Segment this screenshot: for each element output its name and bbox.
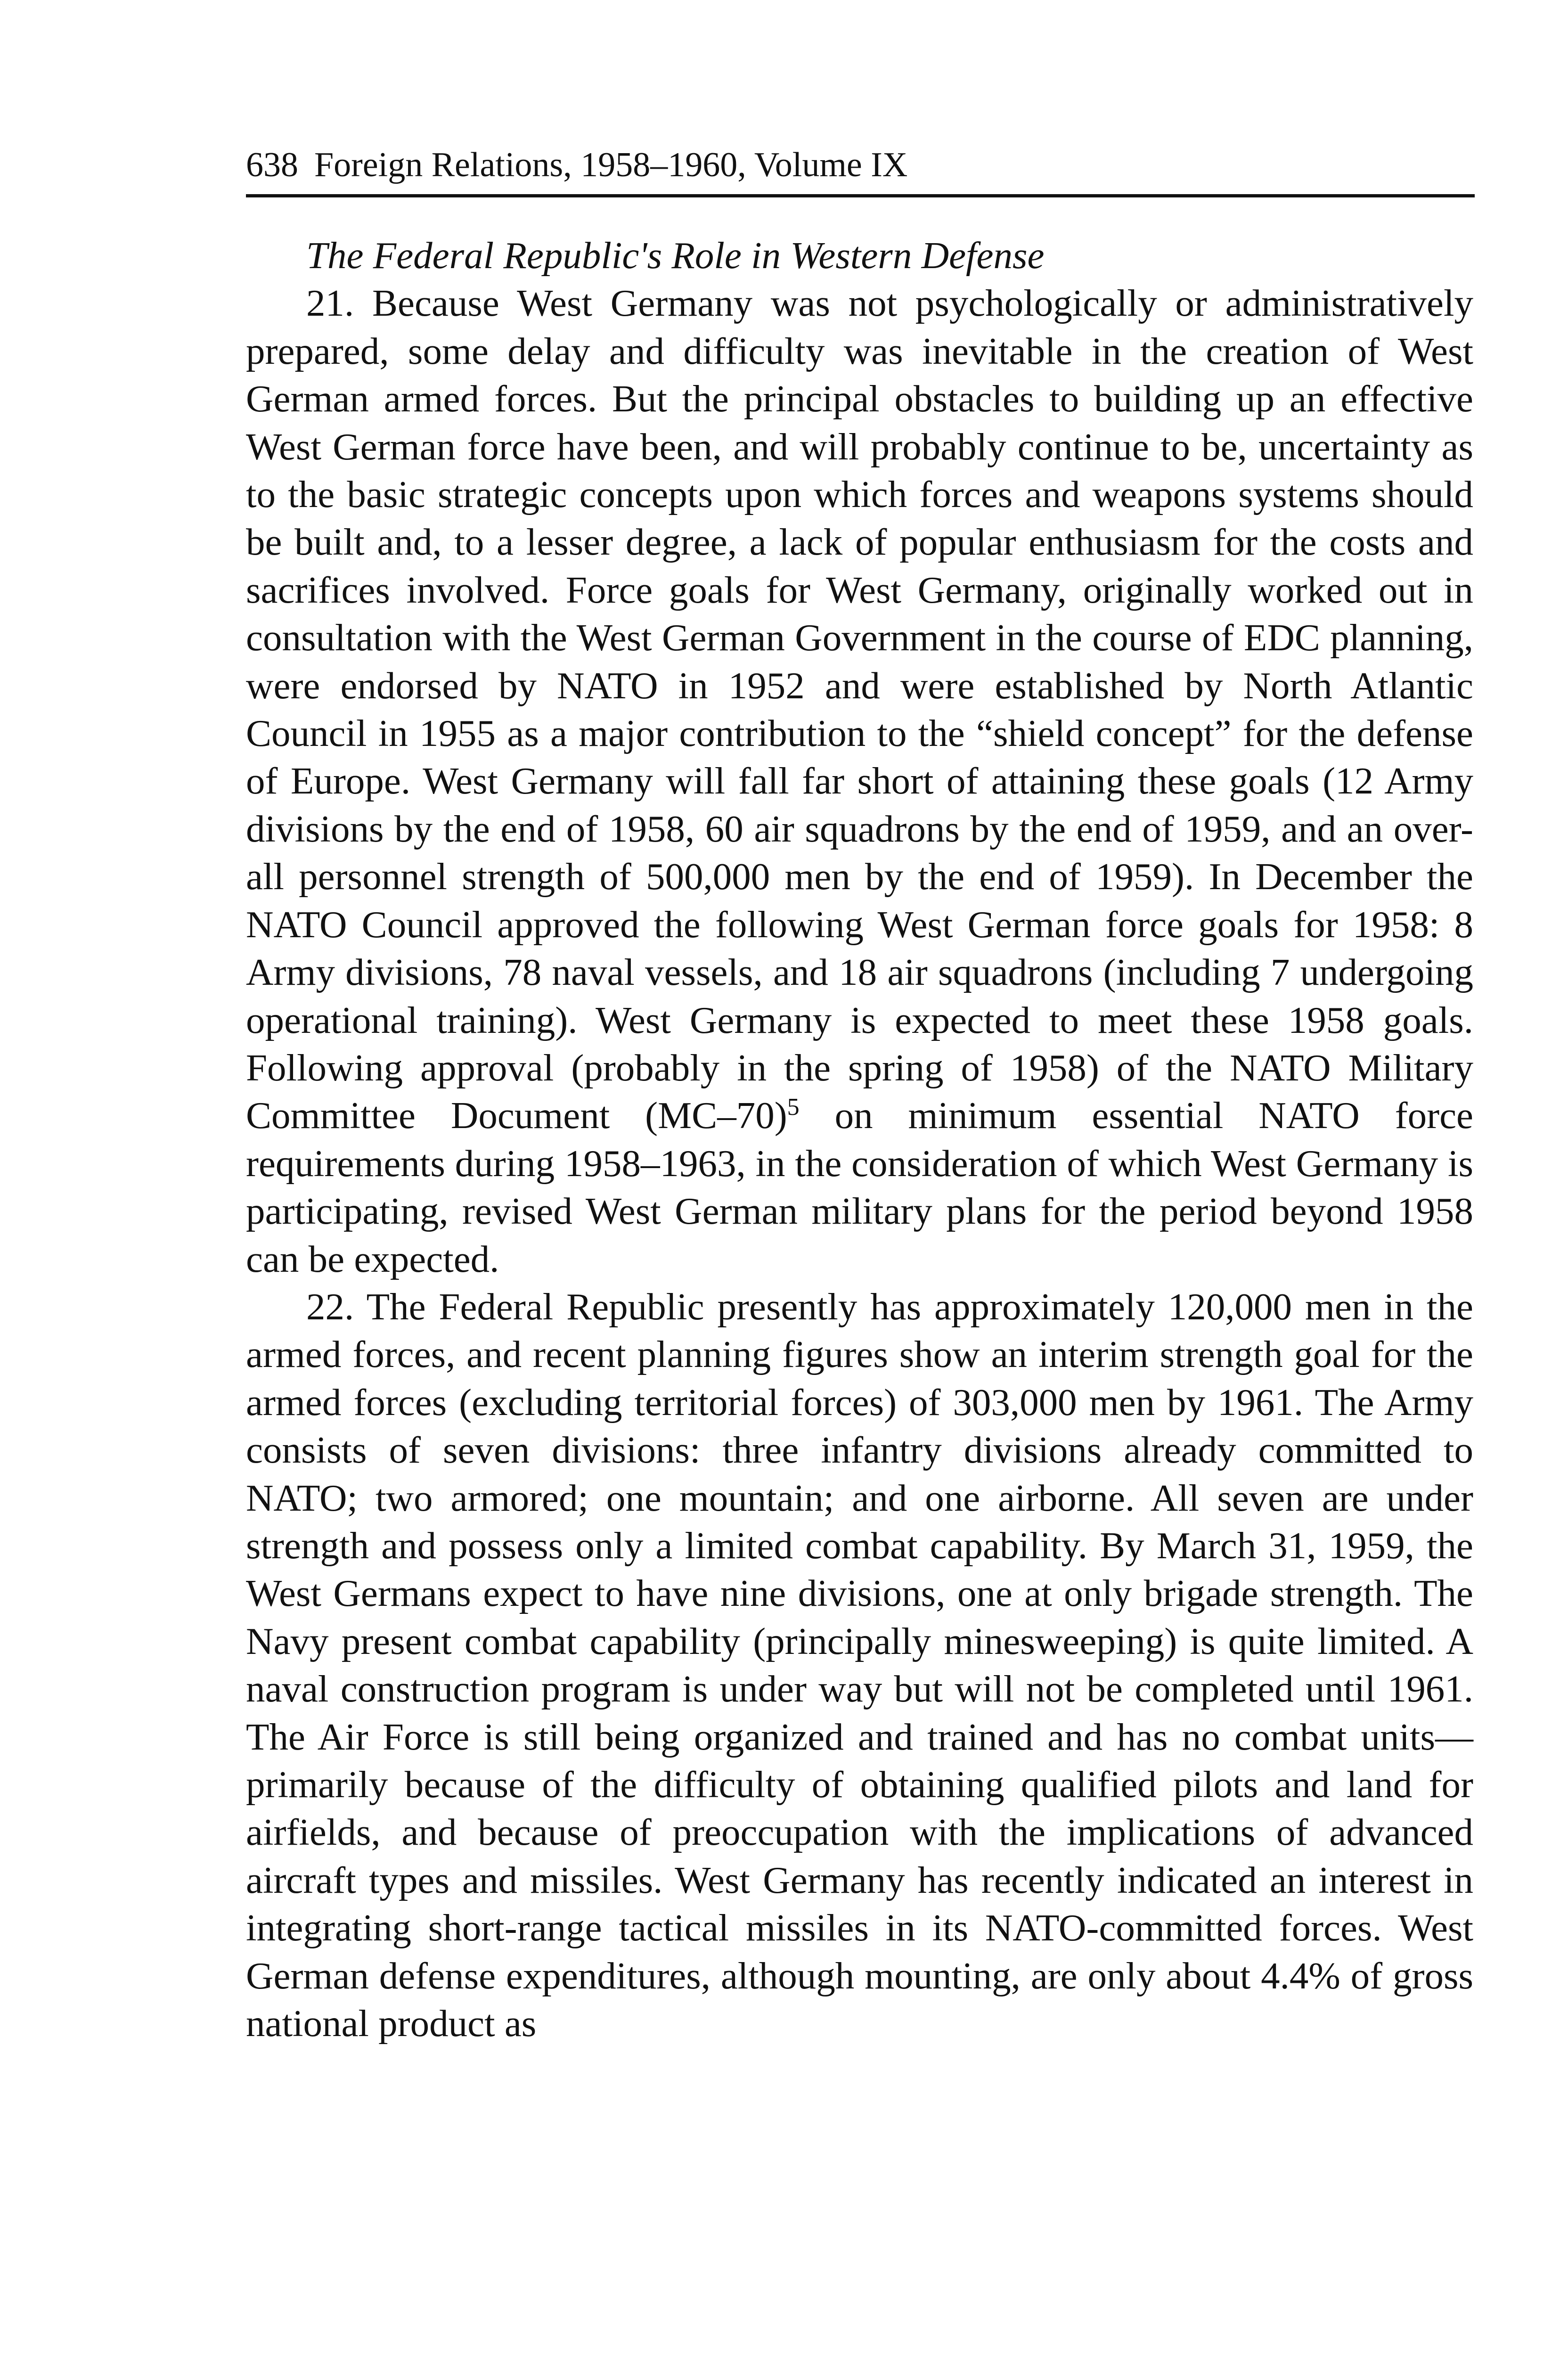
paragraph-22: 22. The Federal Republic presently has approximately 120,000 men in the armed forces, and recent planning figures show an interim strength goal for the armed forces (excluding territorial forces) of 303,000 men by 1961. The Army consists of seven divisions: three infantry divisions already committed to NATO; two armored; one mountain; and one airborne. All seven are under strength and possess only a limited combat capability. By March 31, 1959, the West Germans expect to have nine divisions, one at only brigade strength. The Navy present combat capability (principally minesweeping) is quite limited. A naval construction program is under way but will not be completed until 1961. The Air Force is still being organized and trained and has no combat units—primarily because of the difficulty of obtaining qualified pilots and land for airfields, and because of preoccupation with the implications of advanced aircraft types and missiles. West Germany has recently indicated an interest in integrating short-range tactical missiles in its NATO-committed forces. West German defense expenditures, although mounting, are only about 4.4% of gross national product as [246,1285,1473,2045]
paragraph-21-text-continued: on minimum essential NATO force requirements during 1958–1963, in the consideration of which West Germany is participating, revised West German military plans for the period beyond 1958 can be expected. [246,1094,1474,1280]
body-text [246,232,1473,2047]
running-title: Foreign Relations, 1958–1960, Volume IX [314,146,908,184]
paragraph-21-text: 21. Because West Germany was not psychologically or administratively prepared, some delay and difficulty was inevitable in the creation of West German armed forces. But the principal obstacles to building up an effective West German force have been, and will probably continue to be, uncertainty as to the basic strategic concepts upon which forces and weapons systems should be built and, to a lesser degree, a lack of popular enthusiasm for the costs and sacrifices involved. Force goals for West Germany, originally worked out in consultation with the West German Government in the course of EDC planning, were endorsed by NATO in 1952 and were established by North Atlantic Council in 1955 as a major contribution to the “shield concept” for the defense of Europe. West Germany will fall far short of attaining these goals (12 Army divisions by the end of 1958, 60 air squadrons by the end of 1959, and an over-all personnel strength of 500,000 men by the end of 1959). In December the NATO Council approved the following West German force goals for 1958: 8 Army divisions, 78 naval vessels, and 18 air squadrons (including 7 undergoing operational training). West Germany is expected to meet these 1958 goals. Following approval (probably in the spring of 1958) of the NATO Military Committee Document (MC–70) [246,282,1473,1137]
running-head [246,144,1471,186]
header-rule [246,194,1475,197]
page-number: 638 [246,146,298,184]
section-title: The Federal Republic's Role in Western Defense [306,234,1045,277]
paragraph-21 [246,279,1473,1283]
footnote-reference: 5 [787,1094,800,1121]
